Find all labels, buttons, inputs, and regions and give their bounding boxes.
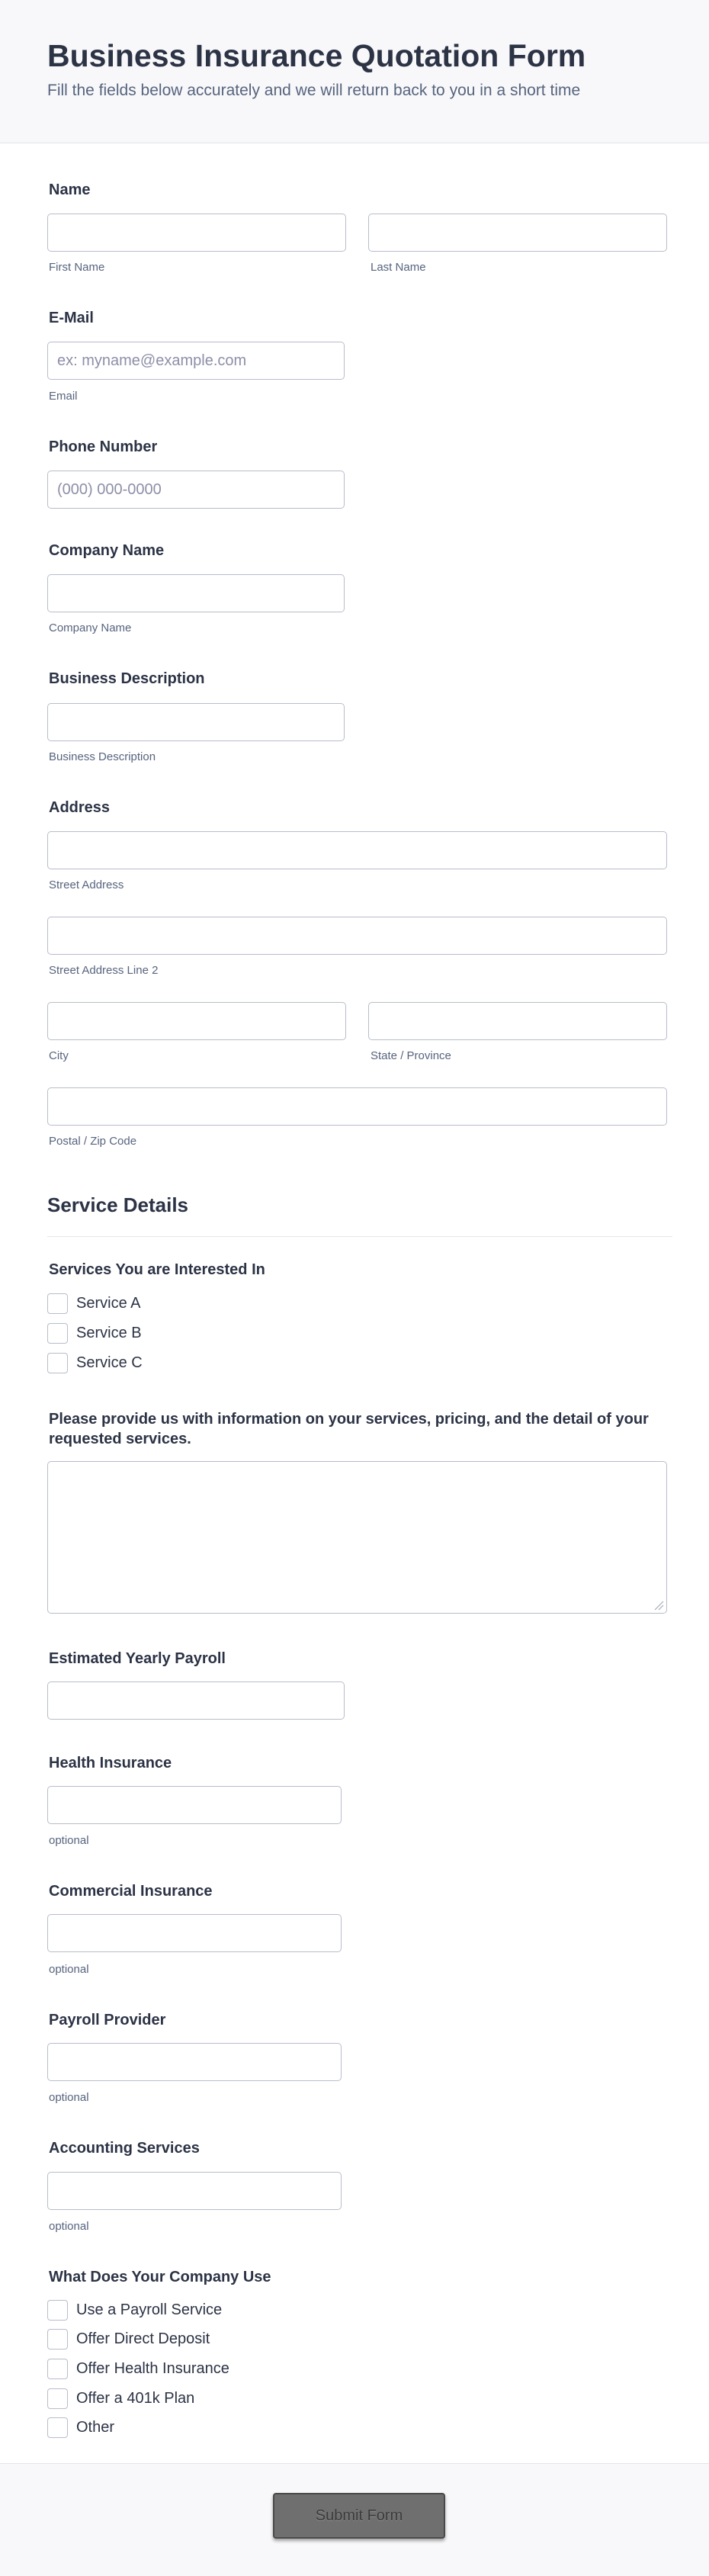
form-title: Business Insurance Quotation Form bbox=[47, 38, 586, 73]
service-c-option[interactable] bbox=[47, 1352, 143, 1373]
service-b-checkbox[interactable] bbox=[47, 1323, 68, 1344]
resize-grip-icon[interactable] bbox=[653, 1600, 664, 1611]
services-info-label: Please provide us with information on your services, pricing, and the detail of your requested services. bbox=[49, 1411, 649, 1447]
company-name-sublabel: Company Name bbox=[49, 622, 132, 634]
payroll-provider-sublabel: optional bbox=[49, 2091, 89, 2104]
company-use-label: What Does Your Company Use bbox=[49, 2269, 271, 2285]
other-label: Other bbox=[76, 2418, 115, 2436]
state-province-sublabel: State / Province bbox=[371, 1049, 451, 1062]
service-a-option[interactable] bbox=[47, 1293, 140, 1314]
other-option[interactable] bbox=[47, 2417, 114, 2438]
postal-zip-input[interactable] bbox=[47, 1087, 667, 1126]
email-sublabel: Email bbox=[49, 390, 78, 403]
401k-plan-checkbox[interactable] bbox=[47, 2388, 68, 2409]
payroll-provider-label: Payroll Provider bbox=[49, 2012, 166, 2028]
health-insurance-option-label: Offer Health Insurance bbox=[76, 2359, 229, 2377]
phone-input[interactable] bbox=[47, 471, 345, 509]
service-c-checkbox[interactable] bbox=[47, 1353, 68, 1373]
payroll-service-option[interactable] bbox=[47, 2299, 222, 2321]
401k-plan-label: Offer a 401k Plan bbox=[76, 2389, 195, 2407]
email-input[interactable] bbox=[47, 342, 345, 380]
health-insurance-option[interactable] bbox=[47, 2358, 229, 2379]
business-description-input[interactable] bbox=[47, 703, 345, 741]
commercial-insurance-input[interactable] bbox=[47, 1914, 342, 1952]
health-insurance-input[interactable] bbox=[47, 1786, 342, 1824]
other-checkbox[interactable] bbox=[47, 2417, 68, 2438]
first-name-input[interactable] bbox=[47, 214, 346, 252]
direct-deposit-option[interactable] bbox=[47, 2328, 210, 2350]
state-province-input[interactable] bbox=[368, 1002, 667, 1040]
company-name-input[interactable] bbox=[47, 574, 345, 612]
health-insurance-sublabel: optional bbox=[49, 1834, 89, 1847]
last-name-input[interactable] bbox=[368, 214, 667, 252]
accounting-services-input[interactable] bbox=[47, 2172, 342, 2210]
phone-label: Phone Number bbox=[49, 438, 158, 455]
service-c-label: Service C bbox=[76, 1354, 143, 1371]
services-info-textarea[interactable] bbox=[47, 1461, 667, 1614]
service-b-option[interactable] bbox=[47, 1322, 142, 1344]
payroll-service-checkbox[interactable] bbox=[47, 2300, 68, 2321]
payroll-provider-input[interactable] bbox=[47, 2043, 342, 2081]
payroll-input[interactable] bbox=[47, 1681, 345, 1720]
company-name-label: Company Name bbox=[49, 542, 165, 559]
postal-zip-sublabel: Postal / Zip Code bbox=[49, 1135, 137, 1148]
401k-plan-option[interactable] bbox=[47, 2388, 194, 2409]
city-sublabel: City bbox=[49, 1049, 69, 1062]
payroll-label: Estimated Yearly Payroll bbox=[49, 1650, 226, 1667]
form-footer bbox=[0, 2463, 709, 2576]
health-insurance-label: Health Insurance bbox=[49, 1755, 172, 1771]
business-description-sublabel: Business Description bbox=[49, 750, 156, 763]
business-description-label: Business Description bbox=[49, 670, 205, 687]
service-a-label: Service A bbox=[76, 1294, 141, 1312]
health-insurance-checkbox[interactable] bbox=[47, 2359, 68, 2379]
name-label: Name bbox=[49, 181, 91, 198]
service-details-title: Service Details bbox=[47, 1193, 189, 1216]
section-divider bbox=[47, 1236, 672, 1237]
service-b-label: Service B bbox=[76, 1324, 142, 1341]
commercial-insurance-label: Commercial Insurance bbox=[49, 1883, 213, 1900]
commercial-insurance-sublabel: optional bbox=[49, 1963, 89, 1976]
accounting-services-label: Accounting Services bbox=[49, 2140, 200, 2157]
street-address-input[interactable] bbox=[47, 831, 667, 869]
submit-button[interactable]: Submit Form bbox=[273, 2493, 445, 2539]
street-address-line2-sublabel: Street Address Line 2 bbox=[49, 964, 159, 977]
payroll-service-label: Use a Payroll Service bbox=[76, 2301, 223, 2318]
first-name-sublabel: First Name bbox=[49, 261, 105, 274]
accounting-services-sublabel: optional bbox=[49, 2220, 89, 2233]
direct-deposit-label: Offer Direct Deposit bbox=[76, 2330, 210, 2347]
street-address-sublabel: Street Address bbox=[49, 878, 124, 891]
form-subtitle: Fill the fields below accurately and we will return back to you in a short time bbox=[47, 82, 581, 99]
city-input[interactable] bbox=[47, 1002, 346, 1040]
email-label: E-Mail bbox=[49, 310, 94, 326]
form-header bbox=[0, 0, 709, 143]
last-name-sublabel: Last Name bbox=[371, 261, 426, 274]
direct-deposit-checkbox[interactable] bbox=[47, 2329, 68, 2350]
street-address-line2-input[interactable] bbox=[47, 917, 667, 955]
service-a-checkbox[interactable] bbox=[47, 1293, 68, 1314]
services-interested-label: Services You are Interested In bbox=[49, 1261, 265, 1278]
address-label: Address bbox=[49, 799, 111, 816]
